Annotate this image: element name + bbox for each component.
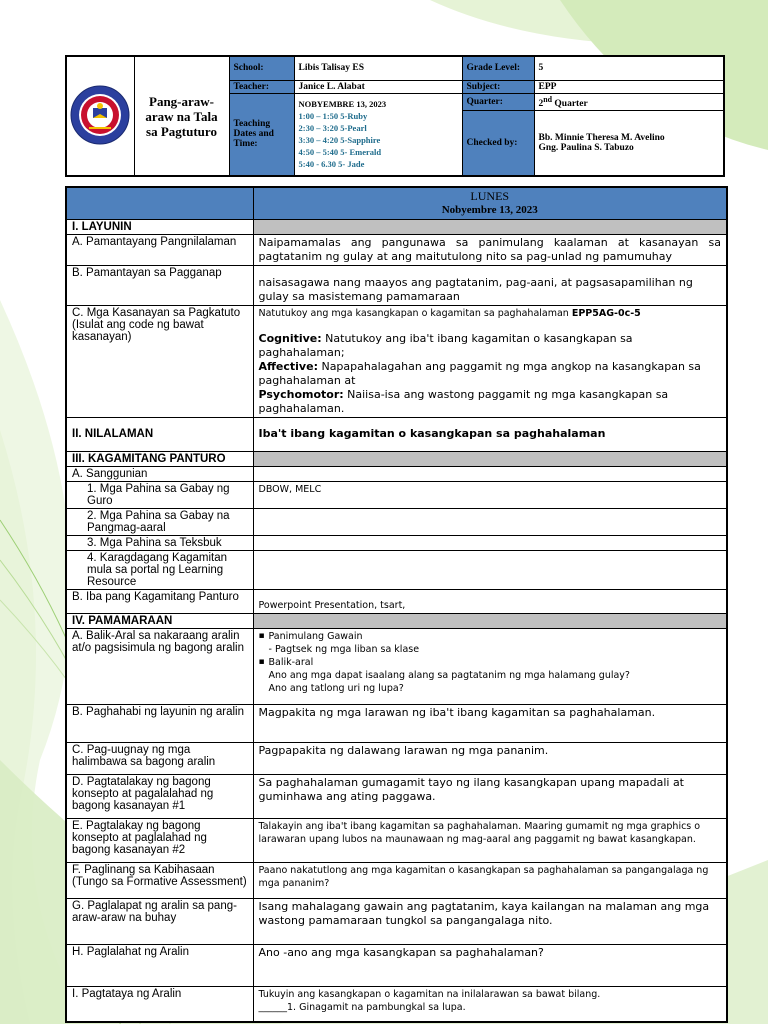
grade-value: 5: [534, 56, 724, 80]
day-name: LUNES: [470, 189, 510, 203]
label-iba-pang-kagamitan: B. Iba pang Kagamitang Panturo: [66, 589, 253, 613]
label-pagtataya: I. Pagtataya ng Aralin: [66, 986, 253, 1022]
checker-name: Gng. Paulina S. Tabuzo: [538, 142, 634, 153]
checker-name: Bb. Minnie Theresa M. Avelino: [538, 132, 665, 143]
teacher-value: Janice L. Alabat: [294, 80, 462, 93]
label-balik-aral: A. Balik-Aral sa nakaraang aralin at/o pagsisimula ng bagong aralin: [66, 628, 253, 704]
section-layunin: I. LAYUNIN: [66, 219, 253, 234]
label-sanggunian: A. Sanggunian: [66, 466, 253, 481]
content-gabay-mag-aaral: [253, 508, 727, 535]
quarter-value: 2nd Quarter: [534, 93, 724, 110]
content-pagtalakay-2: Talakayin ang iba't ibang kagamitan sa paghahalaman. Maaring gumamit ng mga graphics o larawaran upang lubos na maunawaan ng mag-aaral ang paggamit ng bawat kasangkapan.: [253, 818, 727, 862]
section-fill: [253, 451, 727, 466]
schedule-date: NOBYEMBRE 13, 2023: [298, 99, 387, 110]
header-table: [65, 55, 725, 177]
content-pagtatalakay-1: Sa paghahalaman gumagamit tayo ng ilang kasangkapan upang mapadali at guminhawa ang ating paggawa.: [253, 774, 727, 818]
label-paglalapat: G. Paglalapat ng aralin sa pang-araw-araw na buhay: [66, 898, 253, 944]
section-pamamaraan: IV. PAMAMARAAN: [66, 613, 253, 628]
content-teksbuk: [253, 535, 727, 550]
schedule-slot: 4:50 – 5:40 5- Emerald: [298, 147, 382, 158]
grade-label: Grade Level:: [462, 56, 534, 80]
subject-value: EPP: [534, 80, 724, 93]
content-iba-pang-kagamitan: Powerpoint Presentation, tsart,: [253, 589, 727, 613]
label-pamantayan-sa-pagganap: B. Pamantayan sa Pagganap: [66, 265, 253, 305]
section-kagamitan: III. KAGAMITANG PANTURO: [66, 451, 253, 466]
school-value: Libis Talisay ES: [294, 56, 462, 80]
schedule-slot: 5:40 - 6.30 5- Jade: [298, 159, 365, 170]
teacher-label: Teacher:: [229, 80, 294, 93]
subject-label: Subject:: [462, 80, 534, 93]
checked-label: Checked by:: [462, 110, 534, 176]
content-sanggunian: [253, 466, 727, 481]
label-gabay-guro: 1. Mga Pahina sa Gabay ng Guro: [66, 481, 253, 508]
content-pamantayan-sa-pagganap: naisasagawa nang maayos ang pagtatanim, pag-aani, at pagsasapamilihan ng gulay sa masistemang pamamaraan: [253, 265, 727, 305]
quarter-label: Quarter:: [462, 93, 534, 110]
blank-header-cell: [66, 187, 253, 219]
section-fill: [253, 219, 727, 234]
label-gabay-mag-aaral: 2. Mga Pahina sa Gabay na Pangmag-aaral: [66, 508, 253, 535]
content-nilalaman: Iba't ibang kagamitan o kasangkapan sa paghahalaman: [253, 417, 727, 451]
schedule-slot: 1:00 – 1:50 5-Ruby: [298, 111, 368, 122]
section-nilalaman: II. NILALAMAN: [66, 417, 253, 451]
content-pag-uugnay: Pagpapakita ng dalawang larawan ng mga pananim.: [253, 742, 727, 774]
label-kasanayan: C. Mga Kasanayan sa Pagkatuto (Isulat ang code ng bawat kasanayan): [66, 305, 253, 417]
deped-seal-cell: [66, 56, 134, 176]
schedule: [294, 93, 462, 176]
label-pagtatalakay-1: D. Pagtatalakay ng bagong konsepto at pagalalahad ng bagong kasanayan #1: [66, 774, 253, 818]
content-karagdagang-kagamitan: [253, 550, 727, 589]
checked-value: [534, 110, 724, 176]
label-paglalahat: H. Paglalahat ng Aralin: [66, 944, 253, 986]
competency-code: EPP5AG-0c-5: [571, 307, 641, 319]
content-kasanayan: Natutukoy ang mga kasangkapan o kagamitan sa paghahalaman EPP5AG-0c-5 Cognitive: Natutukoy ang iba't ibang kagamitan o kasangkapan sa paghahalaman; Affective: Napapahalagahan ang paggamit ng mga angkop na kasangkapan sa paghahalaman at Psychomotor: Naiisa-isa ang wastong paggamit ng mga kasangkapan sa paghahalaman.: [253, 305, 727, 417]
schedule-slot: 3:30 – 4:20 5-Sapphire: [298, 135, 381, 146]
day-header: [253, 187, 727, 219]
label-teksbuk: 3. Mga Pahina sa Teksbuk: [66, 535, 253, 550]
bullet-item: ▪ Balik-aral: [259, 656, 722, 669]
page-title: Pang-araw-araw na Tala sa Pagtuturo: [134, 56, 229, 176]
label-pag-uugnay: C. Pag-uugnay ng mga halimbawa sa bagong aralin: [66, 742, 253, 774]
dates-label: Teaching Dates and Time:: [229, 93, 294, 176]
label-pagtalakay-2: E. Pagtalakay ng bagong konsepto at paglalahad ng bagong kasanayan #2: [66, 818, 253, 862]
content-paglalapat: Isang mahalagang gawain ang pagtatanim, kaya kailangan na malaman ang mga wastong pamamaraan tungkol sa pangangalaga nito.: [253, 898, 727, 944]
section-fill: [253, 613, 727, 628]
content-pamantayang-pangnilalaman: Naipamamalas ang pangunawa sa panimulang kaalaman at kasanayan sa pagtatanim ng gulay at ang maitutulong nito sa pag-unlad ng pamumuhay: [253, 234, 727, 265]
content-pagtataya: Tukuyin ang kasangkapan o kagamitan na inilalarawan sa bawat bilang. ______1. Ginagamit na pambungkal sa lupa.: [253, 986, 727, 1022]
content-paglalahat: Ano -ano ang mga kasangkapan sa paghahalaman?: [253, 944, 727, 986]
bullet-item: ▪ Panimulang Gawain: [259, 630, 722, 643]
schedule-slot: 2:30 – 3:20 5-Pearl: [298, 123, 367, 134]
label-pamantayang-pangnilalaman: A. Pamantayang Pangnilalaman: [66, 234, 253, 265]
content-paghahabi: Magpakita ng mga larawan ng iba't ibang kagamitan sa paghahalaman.: [253, 704, 727, 742]
content-paglinang: Paano nakatutlong ang mga kagamitan o kasangkapan sa paghahalaman sa pangangalaga ng mga pananim?: [253, 862, 727, 898]
label-paglinang: F. Paglinang sa Kabihasaan (Tungo sa Formative Assessment): [66, 862, 253, 898]
label-karagdagang-kagamitan: 4. Karagdagang Kagamitan mula sa portal ng Learning Resource: [66, 550, 253, 589]
day-date: Nobyembre 13, 2023: [441, 204, 538, 216]
lesson-plan-table: [65, 186, 728, 1023]
content-balik-aral: ▪ Panimulang Gawain - Pagtsek ng mga liban sa klase ▪ Balik-aral Ano ang mga dapat isaalang alang sa pagtatanim ng mga halamang gulay? Ano ang tatlong uri ng lupa?: [253, 628, 727, 704]
content-gabay-guro: DBOW, MELC: [253, 481, 727, 508]
school-label: School:: [229, 56, 294, 80]
label-paghahabi: B. Paghahabi ng layunin ng aralin: [66, 704, 253, 742]
deped-seal-icon: [69, 84, 131, 146]
